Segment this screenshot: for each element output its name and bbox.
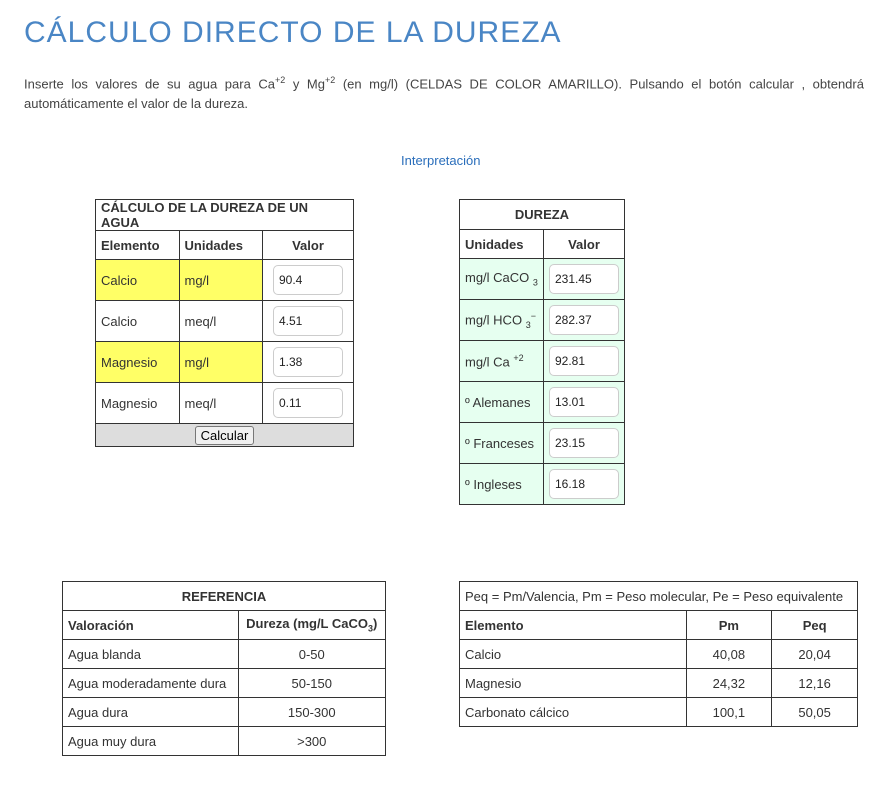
page-title: CÁLCULO DIRECTO DE LA DUREZA	[24, 16, 562, 49]
peq-cell: 12,16	[772, 669, 858, 698]
magnesio-mg-input[interactable]	[273, 347, 343, 377]
col-units: Unidades	[179, 231, 263, 260]
range-cell: >300	[238, 727, 385, 756]
calcio-mg-input[interactable]	[273, 265, 343, 295]
equivalent-weight-table	[459, 581, 858, 727]
table-row	[460, 464, 625, 505]
calcular-button[interactable]: Calcular	[195, 426, 255, 445]
unit-cell: º Franceses	[460, 423, 544, 464]
range-cell: 150-300	[238, 698, 385, 727]
interpretation-link[interactable]: Interpretación	[401, 153, 481, 168]
table-row	[63, 698, 386, 727]
unit-cell: mg/l CaCO $_3$	[460, 259, 544, 300]
reference-table	[62, 581, 386, 756]
table-row	[96, 383, 354, 424]
reference-table-header: REFERENCIA	[63, 582, 386, 611]
range-cell: 50-150	[238, 669, 385, 698]
unit-cell: mg/l Ca $^{+2}$	[460, 341, 544, 382]
table-row	[460, 669, 858, 698]
table-row	[63, 669, 386, 698]
unit-cell: º Ingleses	[460, 464, 544, 505]
col-value: Valor	[544, 230, 625, 259]
table-row	[460, 640, 858, 669]
element-cell: Magnesio	[96, 342, 180, 383]
element-cell: Magnesio	[460, 669, 687, 698]
rating-cell: Agua blanda	[63, 640, 239, 669]
table-row	[460, 341, 625, 382]
units-cell: meq/l	[179, 301, 263, 342]
col-rating: Valoración	[63, 611, 239, 640]
table-row	[96, 301, 354, 342]
element-cell: Carbonato cálcico	[460, 698, 687, 727]
unit-cell: mg/l HCO $_3$−	[460, 300, 544, 341]
peq-cell: 50,05	[772, 698, 858, 727]
rating-cell: Agua moderadamente dura	[63, 669, 239, 698]
ca-output[interactable]	[549, 346, 619, 376]
units-cell: meq/l	[179, 383, 263, 424]
hco3-output[interactable]	[549, 305, 619, 335]
hardness-calculation-table	[95, 199, 354, 447]
magnesio-meq-input[interactable]	[273, 388, 343, 418]
hardness-results-table	[459, 199, 625, 505]
table-row	[96, 342, 354, 383]
range-cell: 0-50	[238, 640, 385, 669]
english-degrees-output[interactable]	[549, 469, 619, 499]
col-units: Unidades	[460, 230, 544, 259]
table-row	[96, 260, 354, 301]
table-row	[460, 382, 625, 423]
pm-cell: 100,1	[686, 698, 772, 727]
peq-table-header: Peq = Pm/Valencia, Pm = Peso molecular, Pe = Peso equivalente	[460, 582, 858, 611]
element-cell: Calcio	[460, 640, 687, 669]
dureza-table-header: DUREZA	[460, 200, 625, 230]
col-pm: Pm	[686, 611, 772, 640]
pm-cell: 40,08	[686, 640, 772, 669]
table-row	[63, 727, 386, 756]
unit-cell: º Alemanes	[460, 382, 544, 423]
table-row	[460, 423, 625, 464]
col-hardness: Dureza (mg/L CaCO$_3$)	[238, 611, 385, 640]
peq-cell: 20,04	[772, 640, 858, 669]
intro-text: Inserte los valores de su agua para $Ca^{+2}$ y $Mg^{+2}$ (en mg/l) (CELDAS DE COLOR AMARILLO). Pulsando el botón calcular , obtendrá automáticamente el valor de la dureza.	[24, 75, 864, 112]
units-cell: mg/l	[179, 342, 263, 383]
element-cell: Magnesio	[96, 383, 180, 424]
col-value: Valor	[263, 231, 354, 260]
col-element: Elemento	[460, 611, 687, 640]
french-degrees-output[interactable]	[549, 428, 619, 458]
calcio-meq-input[interactable]	[273, 306, 343, 336]
units-cell: mg/l	[179, 260, 263, 301]
table-row	[460, 698, 858, 727]
element-cell: Calcio	[96, 301, 180, 342]
german-degrees-output[interactable]	[549, 387, 619, 417]
pm-cell: 24,32	[686, 669, 772, 698]
element-cell: Calcio	[96, 260, 180, 301]
table-row	[63, 640, 386, 669]
col-peq: Peq	[772, 611, 858, 640]
table-row	[460, 300, 625, 341]
table-row	[460, 259, 625, 300]
col-element: Elemento	[96, 231, 180, 260]
calc-table-header: CÁLCULO DE LA DUREZA DE UN AGUA	[96, 200, 354, 231]
caco3-output[interactable]	[549, 264, 619, 294]
rating-cell: Agua muy dura	[63, 727, 239, 756]
rating-cell: Agua dura	[63, 698, 239, 727]
